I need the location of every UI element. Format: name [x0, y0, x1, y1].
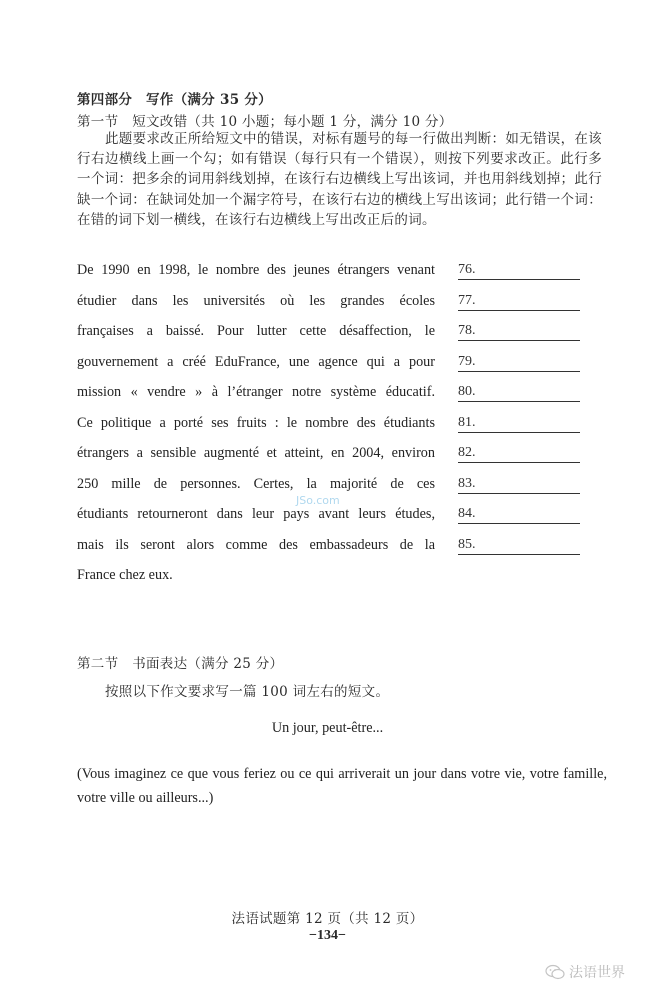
passage-line: 250 mille de personnes. Certes, la majorité de ces: [77, 475, 435, 492]
page-number: −134−: [309, 928, 346, 943]
essay-description: (Vous imaginez ce que vous feriez ou ce qui arriverait un jour dans votre vie, votre famille, votre ville ou ailleurs...): [77, 766, 607, 806]
passage-line: De 1990 en 1998, le nombre des jeunes étrangers venant: [77, 262, 435, 278]
page-label: 法语试题第 12 页（共 12 页）: [231, 911, 424, 927]
question-number: 82.: [458, 445, 476, 460]
essay-topic: Un jour, peut-être...: [271, 720, 384, 736]
answer-blank[interactable]: [458, 323, 580, 341]
question-number: 77.: [458, 292, 476, 308]
answer-blank[interactable]: [458, 476, 580, 494]
passage-line: étudier dans les universités où les grandes écoles: [77, 292, 435, 309]
part-title: 第四部分 写作（满分 35 分）: [77, 92, 272, 108]
section2-title: 第二节 书面表达（满分 25 分）: [77, 656, 284, 672]
answer-blank[interactable]: [458, 262, 580, 280]
site-logo-watermark: JSo.com: [296, 494, 340, 507]
question-number: 84.: [458, 506, 476, 521]
answer-blank[interactable]: [458, 354, 580, 372]
passage-line: françaises a baissé. Pour lutter cette désaffection, le: [77, 323, 435, 339]
question-number: 78.: [458, 323, 476, 338]
answer-blank[interactable]: [458, 415, 580, 433]
question-number: 83.: [458, 475, 476, 491]
passage-line: mission « vendre » à l’étranger notre système éducatif.: [77, 384, 435, 400]
passage-line: étudiants retourneront dans leur pays avant leurs études,: [77, 506, 435, 522]
answer-blank[interactable]: [458, 537, 580, 555]
question-number: 81.: [458, 414, 476, 430]
question-number: 80.: [458, 384, 476, 399]
question-number: 79.: [458, 353, 476, 369]
passage-line: Ce politique a porté ses fruits : le nombre des étudiants: [77, 414, 435, 431]
passage-line: France chez eux.: [77, 567, 173, 583]
passage-line: étrangers a sensible augmenté et atteint, en 2004, environ: [77, 445, 435, 461]
question-number: 85.: [458, 536, 476, 552]
answer-blank[interactable]: [458, 506, 580, 524]
question-number: 76.: [458, 262, 476, 277]
passage-line: gouvernement a créé EduFrance, une agence qui a pour: [77, 353, 435, 370]
answer-blank[interactable]: [458, 384, 580, 402]
section1-title: 第一节 短文改错（共 10 小题；每小题 1 分，满分 10 分）: [77, 114, 453, 130]
passage-line: mais ils seront alors comme des embassadeurs de la: [77, 536, 435, 553]
instructions: 此题要求改正所给短文中的错误，对标有题号的每一行做出判断：如无错误，在该行右边横线上画一个勾；如有错误（每行只有一个错误），则按下列要求改正。此行多一个词：把多余的词用斜线划掉，在该行右边横线上写出该词，并也用斜线划掉；此行缺一个词：在缺词处加一个漏字符号，在该行右边的横线上写出该词；此行错一个词：在错的词下划一横线，在该行右边横线上写出改正后的词。: [77, 131, 602, 228]
account-name: 法语世界: [569, 965, 625, 981]
section2-prompt: 按照以下作文要求写一篇 100 词左右的短文。: [105, 684, 390, 700]
wechat-icon: [545, 964, 565, 980]
answer-blank[interactable]: [458, 445, 580, 463]
account-watermark: [545, 962, 625, 982]
answer-blank[interactable]: [458, 293, 580, 311]
